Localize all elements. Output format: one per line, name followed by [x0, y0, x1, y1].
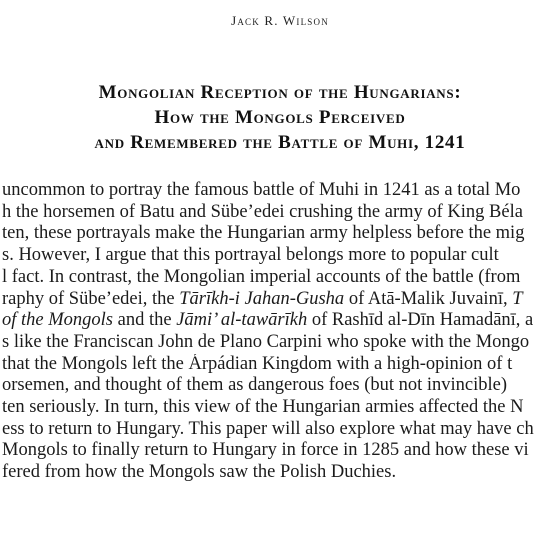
abstract-line: ten seriously. In turn, this view of the Hungarian armies affected the N	[2, 397, 524, 418]
author-name: Jack R. Wilson	[231, 13, 329, 28]
abstract-line: uncommon to portray the famous battle of Muhi in 1241 as a total Mo	[2, 180, 521, 200]
abstract-body	[0, 180, 560, 484]
abstract-line: h the horsemen of Batu and Sübe’edei crushing the army of King Béla	[2, 201, 523, 222]
abstract-text: raphy of Sübe’edei, the	[2, 288, 180, 309]
title-line-2: How the Mongols Perceived	[154, 107, 406, 128]
abstract-line: Mongols to finally return to Hungary in force in 1285 and how these vi	[2, 440, 529, 461]
title-line-1: Mongolian Reception of the Hungarians:	[98, 82, 462, 103]
abstract-line: ten, these portrayals make the Hungarian army helpless before the mig	[2, 223, 525, 244]
title-line-3: and Remembered the Battle of Muhi, 1241	[94, 132, 466, 153]
abstract-line-mixed	[0, 289, 560, 311]
abstract-line: fered from how the Mongols saw the Polish Duchies.	[2, 462, 397, 483]
abstract-line: ess to return to Hungary. This paper will also explore what may have ch	[2, 418, 534, 439]
abstract-text: of Atā-Malik Juvainī,	[344, 288, 513, 309]
paper-title	[0, 80, 560, 155]
abstract-line: s like the Franciscan John de Plano Carpini who spoke with the Mongo	[2, 331, 530, 352]
abstract-line: s. However, I argue that this portrayal belongs more to popular cult	[2, 245, 499, 266]
work-title: T	[512, 288, 523, 309]
work-title: of the Mongols	[2, 310, 113, 331]
abstract-line: that the Mongols left the Árpádian Kingdom with a high-opinion of t	[2, 353, 513, 374]
abstract-text: of Rashīd al-Dīn Hamadānī, a	[307, 310, 534, 331]
abstract-text: and the	[113, 310, 177, 331]
abstract-line: orsemen, and thought of them as dangerous foes (but not invincible)	[2, 375, 508, 396]
abstract-line: l fact. In contrast, the Mongolian imperial accounts of the battle (from	[2, 266, 521, 287]
work-title: Jāmi’ al-tawārīkh	[176, 310, 308, 331]
abstract-line-mixed	[0, 310, 560, 332]
work-title: Tārīkh-i Jahan-Gusha	[179, 288, 345, 309]
